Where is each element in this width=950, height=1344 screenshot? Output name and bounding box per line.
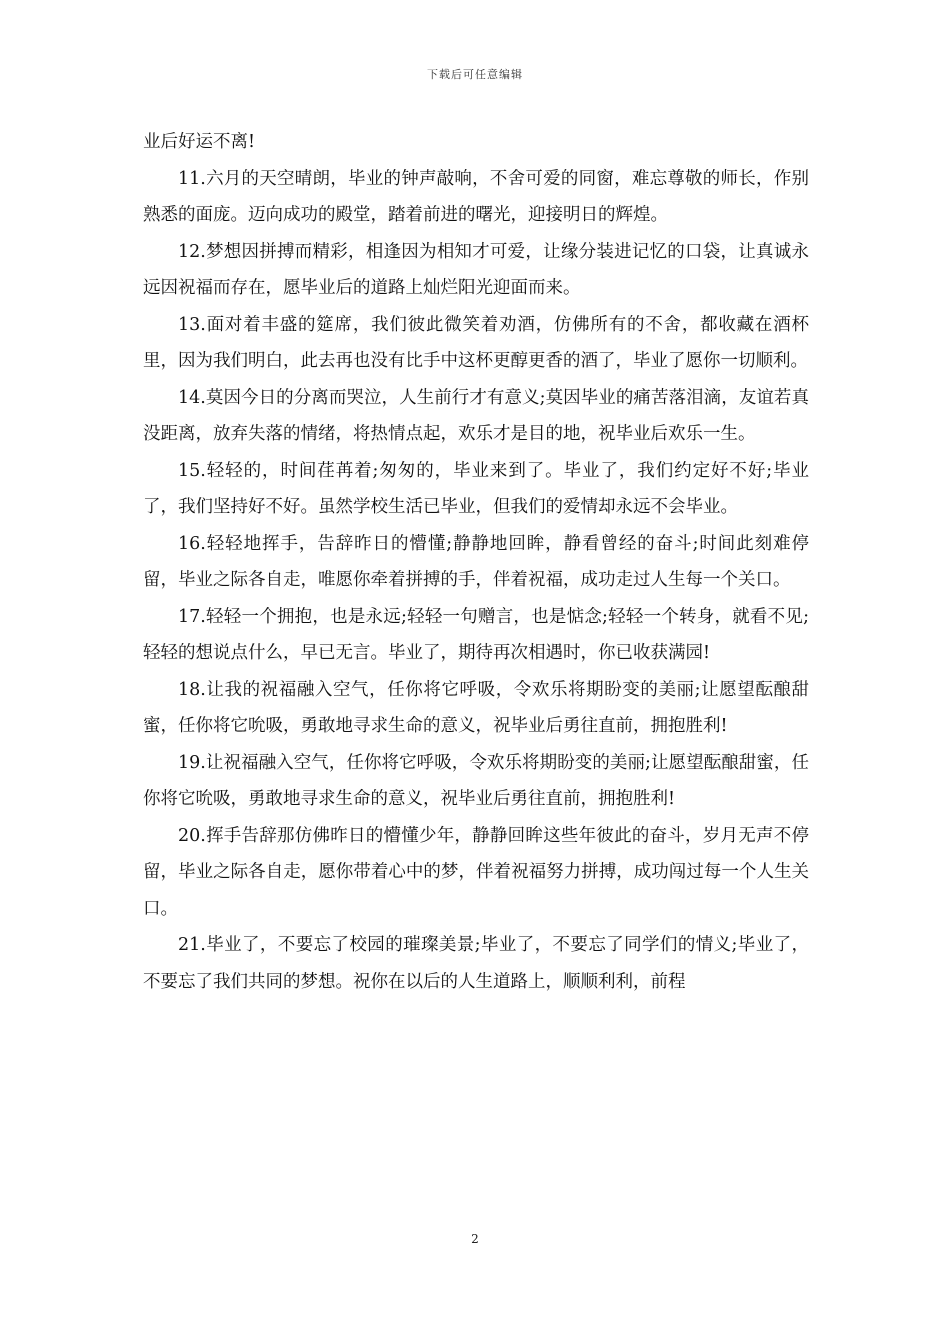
paragraph-15: 15.轻轻的，时间荏苒着;匆匆的，毕业来到了。毕业了，我们约定好不好;毕业了，我们坚持好不好。虽然学校生活已毕业，但我们的爱情却永远不会毕业。 <box>143 460 809 517</box>
page-number: 2 <box>471 1232 479 1246</box>
paragraph-20: 20.挥手告辞那仿佛昨日的懵懂少年，静静回眸这些年彼此的奋斗，岁月无声不停留，毕业之际各自走，愿你带着心中的梦，伴着祝福努力拼搏，成功闯过每一个人生关口。 <box>143 825 809 919</box>
paragraph-11: 11.六月的天空晴朗，毕业的钟声敲响，不舍可爱的同窗，难忘尊敬的师长，作别熟悉的面庞。迈向成功的殿堂，踏着前进的曙光，迎接明日的辉煌。 <box>143 168 809 225</box>
paragraph-16: 16.轻轻地挥手，告辞昨日的懵懂;静静地回眸，静看曾经的奋斗;时间此刻难停留，毕业之际各自走，唯愿你牵着拼搏的手，伴着祝福，成功走过人生每一个关口。 <box>143 533 809 590</box>
paragraph-18: 18.让我的祝福融入空气，任你将它呼吸，令欢乐将期盼变的美丽;让愿望酝酿甜蜜，任你将它吮吸，勇敢地寻求生命的意义，祝毕业后勇往直前，拥抱胜利! <box>143 679 809 736</box>
paragraph-14: 14.莫因今日的分离而哭泣，人生前行才有意义;莫因毕业的痛苦落泪滴，友谊若真没距离，放弃失落的情绪，将热情点起，欢乐才是目的地，祝毕业后欢乐一生。 <box>143 387 809 444</box>
document-body <box>143 124 809 1000</box>
paragraph-21: 21.毕业了，不要忘了校园的璀璨美景;毕业了，不要忘了同学们的情义;毕业了，不要忘了我们共同的梦想。祝你在以后的人生道路上，顺顺利利，前程 <box>143 935 809 992</box>
paragraph-19: 19.让祝福融入空气，任你将它呼吸，令欢乐将期盼变的美丽;让愿望酝酿甜蜜，任你将它吮吸，勇敢地寻求生命的意义，祝毕业后勇往直前，拥抱胜利! <box>143 752 809 809</box>
paragraph-13: 13.面对着丰盛的筵席，我们彼此微笑着劝酒，仿佛所有的不舍，都收藏在酒杯里，因为我们明白，此去再也没有比手中这杯更醇更香的酒了，毕业了愿你一切顺利。 <box>143 314 809 371</box>
lead-paragraph: 业后好运不离! <box>143 132 256 152</box>
paragraph-12: 12.梦想因拼搏而精彩，相逢因为相知才可爱，让缘分装进记忆的口袋，让真诚永远因祝福而存在，愿毕业后的道路上灿烂阳光迎面而来。 <box>143 241 809 298</box>
header-note: 下载后可任意编辑 <box>427 68 523 81</box>
paragraph-17: 17.轻轻一个拥抱，也是永远;轻轻一句赠言，也是惦念;轻轻一个转身，就看不见;轻轻的想说点什么，早已无言。毕业了，期待再次相遇时，你已收获满园! <box>143 606 809 663</box>
